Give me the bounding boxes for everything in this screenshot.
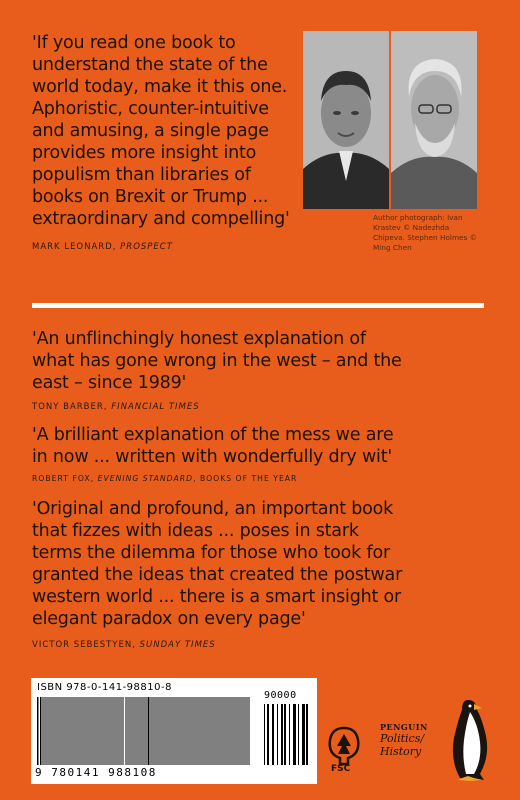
credit-line: Chipeva. Stephen Holmes © xyxy=(373,233,477,242)
barcode-bar xyxy=(167,697,168,765)
barcode-bar xyxy=(267,704,269,765)
barcode-bar xyxy=(179,697,180,765)
quote-line: 'A brilliant explanation of the mess we are xyxy=(32,425,394,445)
attribution-author: ROBERT FOX, xyxy=(32,474,95,483)
author-photo-krastev xyxy=(303,31,389,209)
barcode-bar xyxy=(195,697,196,765)
fsc-label: FSC xyxy=(331,764,351,774)
barcode-bar xyxy=(153,697,154,765)
attribution-author: TONY BARBER, xyxy=(32,402,108,412)
isbn-barcode xyxy=(31,678,317,784)
barcode-bar xyxy=(83,697,84,765)
barcode-addon-bars xyxy=(264,704,312,765)
attribution-author: VICTOR SEBESTYEN, xyxy=(32,640,136,650)
quote-line: understand the state of the xyxy=(32,55,268,75)
barcode-bar xyxy=(209,697,210,765)
barcode-bar xyxy=(189,697,190,765)
barcode-bar xyxy=(79,697,80,765)
barcode-bar xyxy=(207,697,208,765)
barcode-bar xyxy=(243,697,244,765)
barcode-bar xyxy=(173,697,174,765)
author-photo-holmes xyxy=(391,31,477,209)
barcode-bars xyxy=(37,697,255,765)
barcode-bar xyxy=(201,697,202,765)
barcode-bar xyxy=(159,697,160,765)
barcode-bar xyxy=(115,697,116,765)
attribution-author: MARK LEONARD, xyxy=(32,242,117,252)
quote-line: western world ... there is a smart insight or xyxy=(32,587,402,607)
barcode-addon-number: 90000 xyxy=(264,690,297,701)
barcode-bar xyxy=(221,697,222,765)
barcode-bar xyxy=(130,697,131,765)
barcode-bar xyxy=(231,697,232,765)
barcode-bar xyxy=(233,697,234,765)
barcode-bar xyxy=(45,697,46,765)
barcode-bar xyxy=(272,704,274,765)
barcode-bar xyxy=(249,697,250,765)
barcode-bar xyxy=(155,697,156,765)
attribution-publication: EVENING STANDARD xyxy=(97,474,194,483)
barcode-bar xyxy=(213,697,214,765)
attribution-publication: FINANCIAL TIMES xyxy=(111,402,200,412)
barcode-bar xyxy=(151,697,152,765)
barcode-bar xyxy=(148,697,150,765)
barcode-bar xyxy=(111,697,112,765)
quote-line: populism than libraries of xyxy=(32,165,251,185)
quote-line: granted the ideas that created the postwar xyxy=(32,565,403,585)
barcode-bar xyxy=(293,704,296,765)
barcode-bar xyxy=(99,697,100,765)
barcode-bar xyxy=(61,697,62,765)
barcode-bar xyxy=(109,697,110,765)
quote-line: elegant paradox on every page' xyxy=(32,609,306,629)
barcode-bar xyxy=(63,697,64,765)
barcode-bar xyxy=(219,697,220,765)
barcode-bar xyxy=(128,697,129,765)
barcode-bar xyxy=(37,697,39,765)
barcode-bar xyxy=(144,697,145,765)
barcode-bar xyxy=(97,697,98,765)
barcode-bar xyxy=(277,704,278,765)
barcode-bar xyxy=(49,697,50,765)
barcode-bar xyxy=(241,697,242,765)
credit-line: Author photograph: Ivan xyxy=(373,213,463,222)
barcode-bar xyxy=(146,697,147,765)
barcode-bar xyxy=(302,704,305,765)
barcode-bar xyxy=(65,697,66,765)
barcode-bar xyxy=(117,697,118,765)
barcode-bar xyxy=(53,697,54,765)
credit-line: Krastev © Nadezhda xyxy=(373,223,450,232)
barcode-bar xyxy=(171,697,172,765)
quote-1-attribution xyxy=(32,242,173,252)
barcode-bar xyxy=(165,697,166,765)
quote-1 xyxy=(32,32,292,230)
barcode-bar xyxy=(123,697,124,765)
publisher-brand: PENGUIN xyxy=(380,722,428,732)
barcode-bar xyxy=(227,697,228,765)
barcode-bar xyxy=(75,697,76,765)
barcode-bar xyxy=(306,704,308,765)
barcode-bar xyxy=(93,697,94,765)
barcode-bar xyxy=(183,697,184,765)
barcode-bar xyxy=(91,697,92,765)
barcode-bar xyxy=(107,697,108,765)
barcode-bar xyxy=(113,697,114,765)
publisher-imprint xyxy=(380,722,438,758)
barcode-bar xyxy=(193,697,194,765)
quote-line: 'If you read one book to xyxy=(32,33,236,53)
barcode-bar xyxy=(121,697,122,765)
quote-4 xyxy=(32,498,492,630)
category-line-1: Politics/ xyxy=(380,732,425,745)
barcode-bar xyxy=(43,697,44,765)
barcode-bar xyxy=(59,697,60,765)
barcode-bar xyxy=(181,697,182,765)
barcode-bar xyxy=(215,697,216,765)
barcode-bar xyxy=(136,697,137,765)
attribution-publication: PROSPECT xyxy=(120,242,173,252)
quote-2-attribution xyxy=(32,402,200,412)
barcode-bar xyxy=(132,697,133,765)
barcode-bar xyxy=(185,697,186,765)
quote-line: in now ... written with wonderfully dry wit' xyxy=(32,447,392,467)
barcode-bar xyxy=(161,697,162,765)
photo-credit xyxy=(373,213,483,253)
barcode-bar xyxy=(77,697,78,765)
quote-line: and amusing, a single page xyxy=(32,121,269,141)
barcode-bar xyxy=(191,697,192,765)
barcode-bar xyxy=(87,697,88,765)
quote-3-attribution xyxy=(32,474,297,483)
quote-3 xyxy=(32,424,492,468)
barcode-bar xyxy=(187,697,188,765)
attribution-publication: SUNDAY TIMES xyxy=(139,640,216,650)
barcode-bar xyxy=(103,697,104,765)
quote-2 xyxy=(32,328,492,394)
barcode-bar xyxy=(81,697,82,765)
quote-4-attribution xyxy=(32,640,216,650)
isbn-label: ISBN 978-0-141-98810-8 xyxy=(37,682,172,693)
quote-line: terms the dilemma for those who took for xyxy=(32,543,390,563)
barcode-bar xyxy=(239,697,240,765)
barcode-bar xyxy=(67,697,68,765)
barcode-number: 9 780141 988108 xyxy=(35,766,157,779)
quote-line: that fizzes with ideas ... poses in stark xyxy=(32,521,359,541)
barcode-bar xyxy=(89,697,90,765)
quote-line: east – since 1989' xyxy=(32,373,187,393)
barcode-bar xyxy=(175,697,176,765)
barcode-bar xyxy=(203,697,204,765)
barcode-bar xyxy=(199,697,200,765)
penguin-logo-icon xyxy=(446,698,494,782)
barcode-bar xyxy=(138,697,139,765)
barcode-bar xyxy=(85,697,86,765)
barcode-bar xyxy=(55,697,56,765)
barcode-bar xyxy=(177,697,178,765)
barcode-bar xyxy=(169,697,170,765)
quote-line: extraordinary and compelling' xyxy=(32,209,290,229)
barcode-bar xyxy=(57,697,58,765)
barcode-bar xyxy=(40,697,42,765)
barcode-bar xyxy=(264,704,265,765)
barcode-bar xyxy=(142,697,143,765)
barcode-bar xyxy=(205,697,206,765)
quote-line: provides more insight into xyxy=(32,143,257,163)
barcode-bar xyxy=(247,697,248,765)
barcode-bar xyxy=(157,697,158,765)
barcode-bar xyxy=(217,697,218,765)
divider-rule xyxy=(32,303,484,308)
barcode-bar xyxy=(71,697,72,765)
barcode-bar xyxy=(140,697,141,765)
barcode-bar xyxy=(163,697,164,765)
barcode-bar xyxy=(47,697,48,765)
quote-line: world today, make it this one. xyxy=(32,77,288,97)
barcode-bar xyxy=(101,697,102,765)
barcode-bar xyxy=(119,697,120,765)
barcode-bar xyxy=(95,697,96,765)
barcode-bar xyxy=(245,697,246,765)
barcode-bar xyxy=(281,704,283,765)
barcode-bar xyxy=(235,697,236,765)
barcode-bar xyxy=(73,697,74,765)
quote-line: what has gone wrong in the west – and the xyxy=(32,351,402,371)
credit-line: Ming Chen xyxy=(373,243,412,252)
quote-line: Aphoristic, counter-intuitive xyxy=(32,99,269,119)
barcode-bar xyxy=(223,697,224,765)
barcode-bar xyxy=(284,704,286,765)
barcode-bar xyxy=(298,704,299,765)
barcode-bar xyxy=(134,697,135,765)
barcode-bar xyxy=(69,697,70,765)
barcode-bar xyxy=(211,697,212,765)
attribution-suffix: , BOOKS OF THE YEAR xyxy=(193,474,298,483)
barcode-bar xyxy=(105,697,106,765)
quote-line: 'An unflinchingly honest explanation of xyxy=(32,329,366,349)
barcode-bar xyxy=(289,704,290,765)
barcode-bar xyxy=(229,697,230,765)
barcode-bar xyxy=(197,697,198,765)
barcode-bar xyxy=(225,697,226,765)
barcode-bar xyxy=(51,697,52,765)
category-line-2: History xyxy=(380,745,422,758)
quote-line: books on Brexit or Trump ... xyxy=(32,187,269,207)
barcode-bar xyxy=(237,697,238,765)
barcode-bar xyxy=(126,697,127,765)
quote-line: 'Original and profound, an important book xyxy=(32,499,394,519)
